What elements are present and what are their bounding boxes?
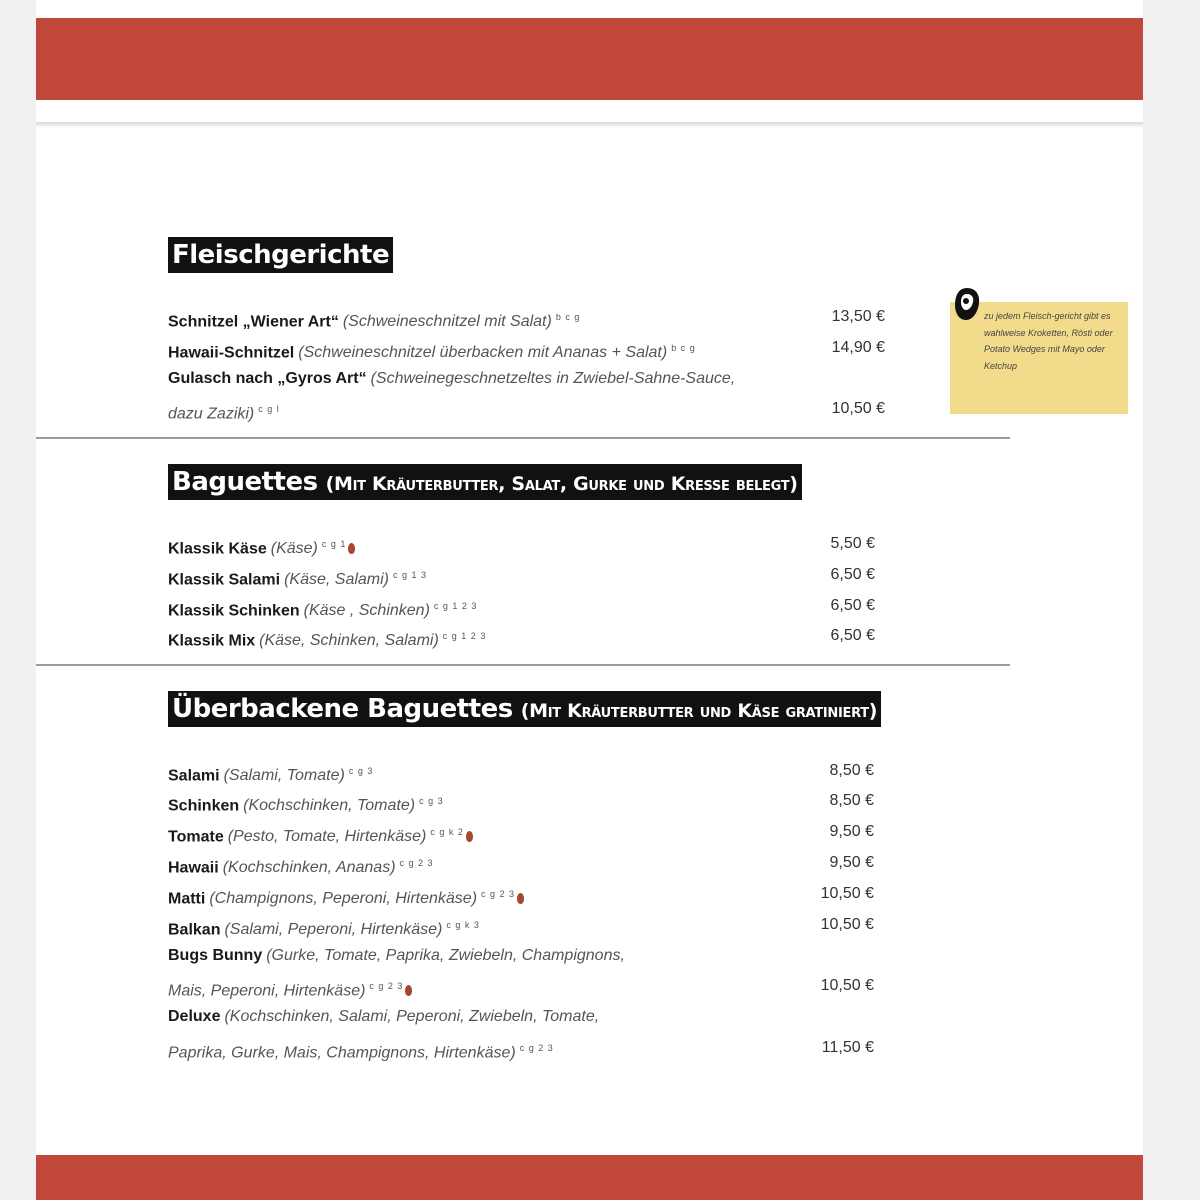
item-description: (Schweineschnitzel mit Salat): [342, 313, 552, 331]
vegetarian-icon: [405, 985, 412, 996]
menu-item: [168, 759, 788, 783]
item-price: 8,50 €: [829, 762, 874, 779]
menu-item: [168, 944, 788, 968]
item-name: Hawaii-Schnitzel: [168, 344, 295, 362]
item-description: (Gurke, Tomate, Paprika, Zwiebeln, Champignons,: [266, 947, 625, 964]
menu-item-continuation: [168, 1036, 788, 1060]
item-price: 13,50 €: [831, 308, 885, 325]
vegetarian-icon: [466, 831, 473, 842]
side-dish-note-text: zu jedem Fleisch-gericht gibt es wahlweise Kroketten, Rösti oder Potato Wedges mit Mayo oder Ketchup: [984, 311, 1113, 371]
item-price: 5,50 €: [830, 535, 875, 552]
section-title-fleischgerichte: Fleischgerichte: [168, 237, 393, 273]
menu-item: [168, 1005, 788, 1029]
footer-band: [36, 1155, 1143, 1200]
allergen-codes: b c g: [555, 312, 581, 322]
vegetarian-icon: [517, 893, 524, 904]
section-title-baguettes: Baguettes (Mit Kräuterbutter, Salat, Gurke und Kresse belegt): [168, 464, 802, 500]
vegetarian-icon: [348, 543, 355, 554]
allergen-codes: c g 1 3: [393, 570, 428, 580]
menu-item-continuation: [168, 974, 788, 998]
item-description: (Käse): [270, 540, 318, 558]
allergen-codes: c g 3: [419, 796, 444, 806]
section-divider: [36, 664, 1010, 666]
item-price: 10,50 €: [820, 977, 874, 994]
allergen-codes: c g 2 3: [519, 1043, 554, 1053]
item-name: Gulasch nach „Gyros Art“: [168, 370, 367, 387]
item-price: 9,50 €: [829, 823, 874, 840]
item-name: Schinken: [168, 797, 240, 815]
item-description: (Käse , Schinken): [303, 602, 430, 620]
item-description: (Käse, Salami): [284, 571, 389, 589]
allergen-codes: b c g: [671, 343, 696, 353]
allergen-codes: c g l: [258, 404, 280, 414]
item-price: 9,50 €: [829, 854, 874, 871]
item-price: 6,50 €: [830, 627, 875, 644]
menu-item: [168, 305, 788, 329]
menu-item: [168, 624, 788, 648]
item-price: 10,50 €: [820, 885, 874, 902]
menu-item-continuation: [168, 397, 788, 421]
menu-item: [168, 367, 788, 391]
item-description: (Salami, Peperoni, Hirtenkäse): [224, 921, 443, 939]
header-band: [36, 18, 1143, 100]
allergen-codes: c g 2 3: [481, 889, 516, 899]
section-divider: [36, 437, 1010, 439]
item-price: 6,50 €: [830, 597, 875, 614]
allergen-codes: c g 3: [348, 766, 374, 776]
item-description: (Pesto, Tomate, Hirtenkäse): [227, 828, 427, 846]
item-name: Deluxe: [168, 1008, 221, 1025]
item-description: (Käse, Schinken, Salami): [259, 632, 439, 650]
item-description: (Kochschinken, Tomate): [243, 797, 416, 815]
item-name: Tomate: [168, 828, 224, 846]
item-price: 10,50 €: [820, 916, 874, 933]
menu-item: [168, 851, 788, 875]
menu-item: [168, 882, 788, 906]
item-name: Klassik Mix: [168, 632, 256, 650]
item-description: Mais, Peperoni, Hirtenkäse): [168, 982, 366, 1000]
section-title-ueberbackene-baguettes: Überbackene Baguettes (Mit Kräuterbutter und Käse gratiniert): [168, 691, 881, 727]
item-price: 8,50 €: [829, 792, 874, 809]
item-price: 6,50 €: [830, 566, 875, 583]
item-name: Schnitzel „Wiener Art“: [168, 313, 339, 331]
item-description: Paprika, Gurke, Mais, Champignons, Hirtenkäse): [168, 1044, 516, 1062]
allergen-codes: c g 1 2 3: [442, 631, 487, 641]
allergen-codes: c g k 2: [430, 827, 464, 837]
item-name: Bugs Bunny: [168, 947, 263, 964]
item-description: (Schweinegeschnetzeltes in Zwiebel-Sahne-Sauce,: [370, 370, 736, 387]
menu-item: [168, 563, 788, 587]
item-name: Hawaii: [168, 859, 219, 877]
item-name: Matti: [168, 890, 206, 908]
menu-item: [168, 820, 788, 844]
item-description: (Kochschinken, Salami, Peperoni, Zwiebeln, Tomate,: [224, 1008, 600, 1025]
menu-item: [168, 789, 788, 813]
menu-item: [168, 913, 788, 937]
allergen-codes: c g 2 3: [399, 858, 434, 868]
item-price: 14,90 €: [831, 339, 885, 356]
item-description: (Salami, Tomate): [223, 767, 345, 785]
item-description: (Kochschinken, Ananas): [222, 859, 396, 877]
potato-icon: [952, 286, 982, 322]
item-name: Balkan: [168, 921, 221, 939]
item-price: 10,50 €: [831, 400, 885, 417]
allergen-codes: c g 1: [321, 539, 347, 549]
menu-item: [168, 336, 788, 360]
item-description: (Champignons, Peperoni, Hirtenkäse): [209, 890, 478, 908]
item-description: dazu Zaziki): [168, 405, 255, 423]
item-name: Salami: [168, 767, 220, 785]
item-description: (Schweineschnitzel überbacken mit Ananas + Salat): [298, 344, 668, 362]
item-price: 11,50 €: [821, 1039, 874, 1056]
allergen-codes: c g k 3: [446, 920, 480, 930]
menu-item: [168, 532, 788, 556]
header-divider: [36, 122, 1143, 128]
item-name: Klassik Salami: [168, 571, 281, 589]
menu-item: [168, 594, 788, 618]
allergen-codes: c g 1 2 3: [433, 601, 478, 611]
item-name: Klassik Käse: [168, 540, 267, 558]
item-name: Klassik Schinken: [168, 602, 300, 620]
allergen-codes: c g 2 3: [369, 981, 404, 991]
